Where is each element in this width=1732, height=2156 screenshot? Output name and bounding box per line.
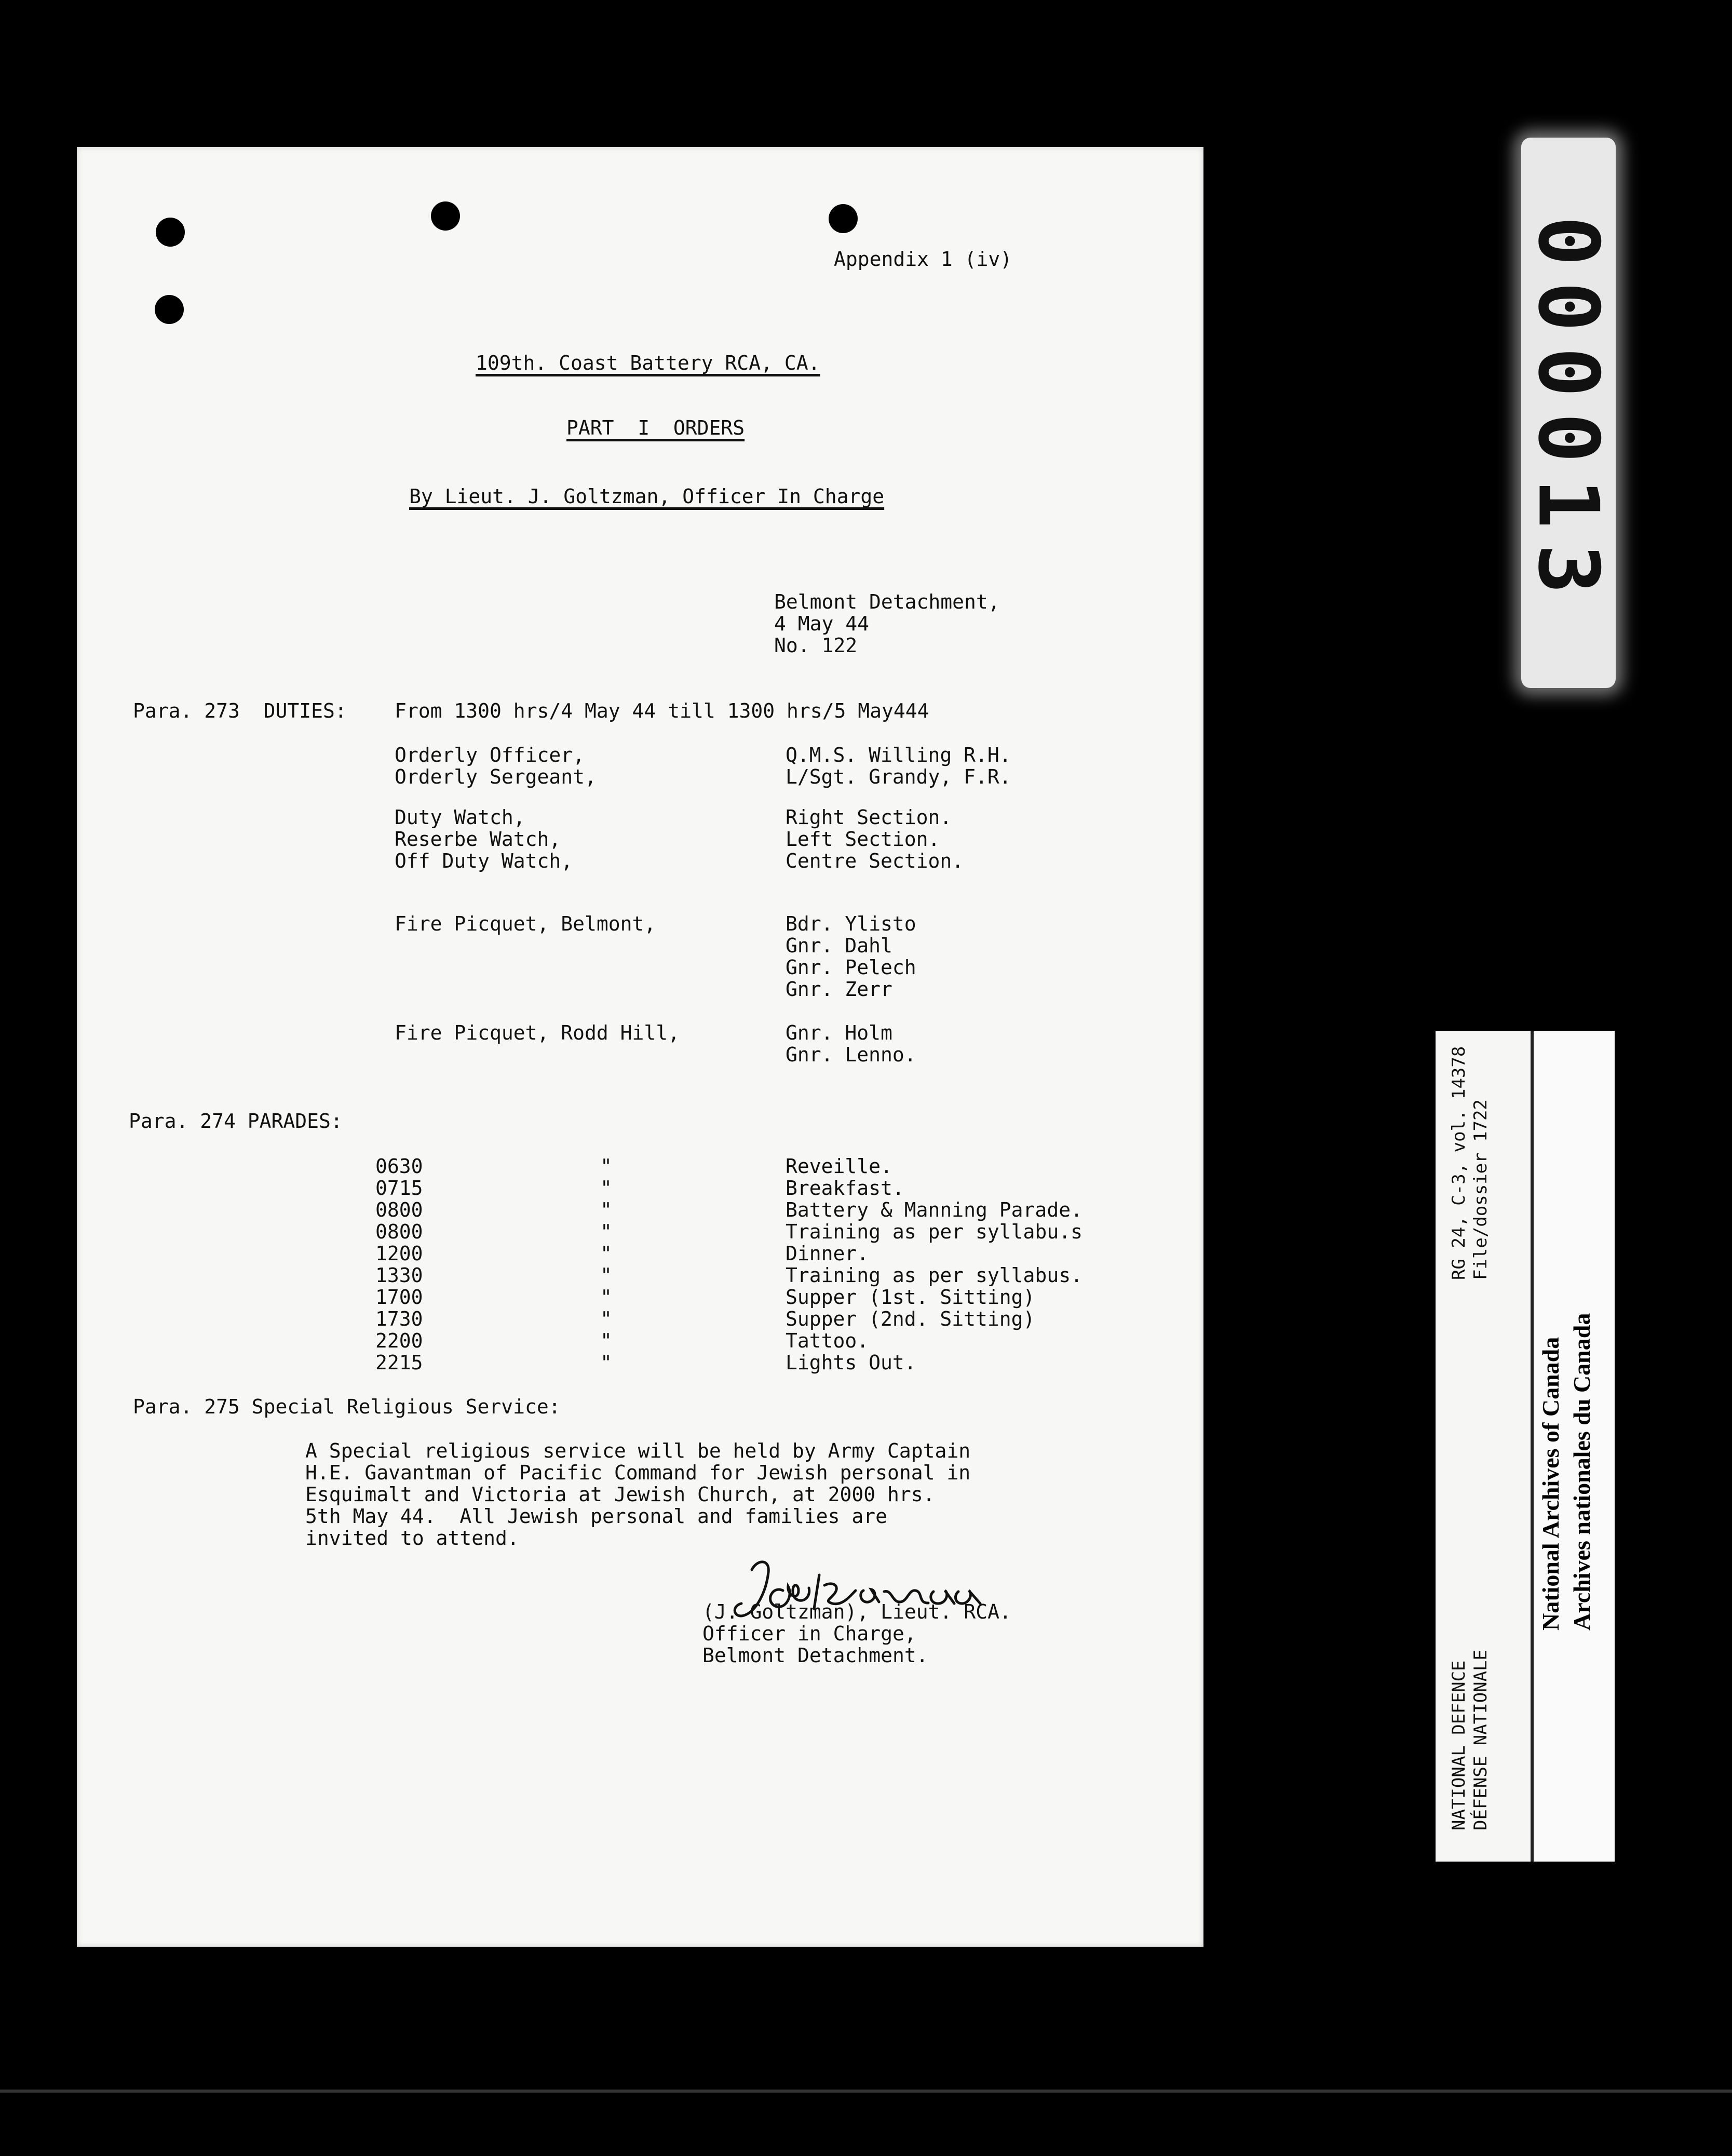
service-text-line: Esquimalt and Victoria at Jewish Church, at 2000 hrs.: [305, 1483, 935, 1506]
order-date: 4 May 44: [774, 612, 870, 635]
punch-hole: [431, 201, 460, 231]
duty-assignee: Bdr. Ylisto: [786, 912, 916, 935]
duty-assignee: Centre Section.: [786, 850, 964, 872]
duty-name: Duty Watch,: [395, 806, 525, 829]
by-line: By Lieut. J. Goltzman, Officer In Charge: [409, 485, 885, 508]
parade-event: Training as per syllabu.s: [786, 1220, 1082, 1243]
archive-name-en: National Archives of Canada: [1537, 1337, 1564, 1631]
parade-time: 1200: [375, 1242, 423, 1265]
parade-event: Breakfast.: [786, 1177, 904, 1200]
duty-name: Fire Picquet, Rodd Hill,: [395, 1021, 680, 1044]
ditto-mark: ": [600, 1351, 612, 1374]
department-name: NATIONAL DEFENCE: [1449, 1660, 1469, 1830]
department-name: DÉFENSE NATIONALE: [1470, 1650, 1491, 1830]
unit-title: 109th. Coast Battery RCA, CA.: [476, 352, 820, 374]
service-text-line: 5th May 44. All Jewish personal and families are: [305, 1505, 888, 1528]
duty-assignee: Right Section.: [786, 806, 952, 829]
parade-event: Battery & Manning Parade.: [786, 1198, 1082, 1221]
ditto-mark: ": [600, 1198, 612, 1221]
parade-time: 1700: [375, 1286, 423, 1309]
parade-event: Dinner.: [786, 1242, 869, 1265]
parade-event: Supper (2nd. Sitting): [786, 1308, 1035, 1330]
archive-reference: RG 24, C-3, vol. 14378: [1449, 1046, 1469, 1280]
duty-assignee: Gnr. Lenno.: [786, 1043, 916, 1066]
service-text-line: H.E. Gavantman of Pacific Command for Jewish personal in: [305, 1461, 971, 1484]
para-274-label: Para. 274 PARADES:: [129, 1110, 343, 1133]
parade-event: Supper (1st. Sitting): [786, 1286, 1035, 1309]
archive-stamp: [1521, 138, 1616, 688]
ditto-mark: ": [600, 1308, 612, 1330]
parade-time: 0800: [375, 1198, 423, 1221]
parade-event: Tattoo.: [786, 1329, 869, 1352]
signatory-name: (J. Goltzman), Lieut. RCA.: [702, 1600, 1011, 1623]
duty-assignee: Gnr. Holm: [786, 1021, 892, 1044]
punch-hole: [156, 218, 185, 247]
part-title: PART I ORDERS: [566, 416, 745, 439]
duty-name: Off Duty Watch,: [395, 850, 573, 872]
ditto-mark: ": [600, 1242, 612, 1265]
duty-assignee: Gnr. Dahl: [786, 934, 892, 957]
appendix-label: Appendix 1 (iv): [834, 248, 1012, 271]
ditto-mark: ": [600, 1155, 612, 1178]
parade-event: Reveille.: [786, 1155, 892, 1178]
ditto-mark: ": [600, 1177, 612, 1200]
ditto-mark: ": [600, 1220, 612, 1243]
duty-assignee: Q.M.S. Willing R.H.: [786, 744, 1011, 766]
parade-time: 2215: [375, 1351, 423, 1374]
duties-period: From 1300 hrs/4 May 44 till 1300 hrs/5 May444: [395, 699, 929, 722]
parade-event: Training as per syllabus.: [786, 1264, 1082, 1287]
parade-time: 1330: [375, 1264, 423, 1287]
duty-name: Fire Picquet, Belmont,: [395, 912, 656, 935]
service-text-line: A Special religious service will be held by Army Captain: [305, 1439, 971, 1462]
duty-assignee: Gnr. Zerr: [786, 978, 892, 1001]
punch-hole: [829, 204, 858, 233]
parade-time: 0715: [375, 1177, 423, 1200]
order-number: No. 122: [774, 634, 858, 657]
para-275-label: Para. 275 Special Religious Service:: [133, 1395, 561, 1418]
parade-time: 0800: [375, 1220, 423, 1243]
service-text-line: invited to attend.: [305, 1527, 519, 1549]
parade-time: 2200: [375, 1329, 423, 1352]
parade-event: Lights Out.: [786, 1351, 916, 1374]
signatory-title: Officer in Charge,: [702, 1622, 916, 1645]
scan-edge-line: [0, 2090, 1732, 2093]
duty-assignee: L/Sgt. Grandy, F.R.: [786, 765, 1011, 788]
stamp-number: 000013: [1520, 216, 1617, 610]
punch-hole: [155, 295, 184, 324]
signatory-detachment: Belmont Detachment.: [702, 1644, 928, 1667]
ditto-mark: ": [600, 1286, 612, 1309]
archive-reference: File/dossier 1722: [1470, 1099, 1491, 1280]
parade-time: 0630: [375, 1155, 423, 1178]
duty-assignee: Gnr. Pelech: [786, 956, 916, 979]
duty-name: Orderly Sergeant,: [395, 765, 597, 788]
duty-name: Reserbe Watch,: [395, 828, 561, 851]
parade-time: 1730: [375, 1308, 423, 1330]
duty-assignee: Left Section.: [786, 828, 940, 851]
ditto-mark: ": [600, 1329, 612, 1352]
document-sheet: [77, 147, 1203, 1947]
ditto-mark: ": [600, 1264, 612, 1287]
location: Belmont Detachment,: [774, 590, 1000, 613]
para-273-label: Para. 273 DUTIES:: [133, 699, 347, 722]
archive-name-fr: Archives nationales du Canada: [1568, 1313, 1595, 1631]
duty-name: Orderly Officer,: [395, 744, 585, 766]
